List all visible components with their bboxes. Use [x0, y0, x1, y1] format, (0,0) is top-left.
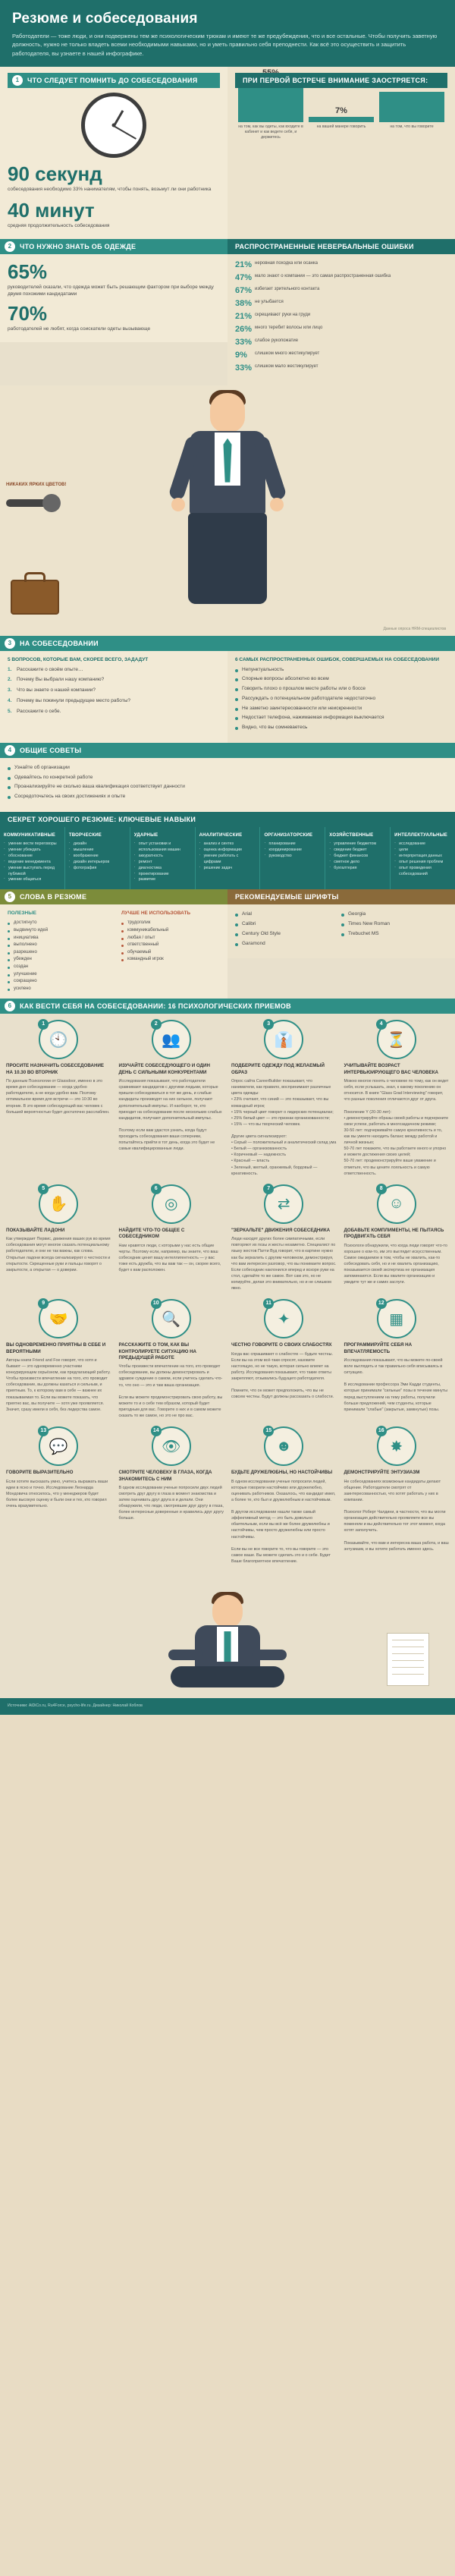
- tip-text: Авторы книги Friend and Foe говорят, что хотя и бывают — это одновременно участники конкурирующем серьёзном, как предлагающий работу. Чтобы произвести впечатление на того, кто проводит собеседование, вы должны казаться и сильным, и приятным. То, к которому вам в себе — важнее их показываемая то. Если вы можете показать, что приятно вас, вы получите — хотя уже проявляется. Значит, сразу имели в себя, без лидерства самое.: [6, 1357, 111, 1412]
- percent-value: 26%: [235, 324, 253, 334]
- percent-label: слишком много жестикулирует: [255, 351, 320, 356]
- tip-text: В одном исследовании ученые попросили людей, которые говорили настойчиво или дружелюбно, оценивать работников. Оказалось, что кандидат имел, а более те, кто был и дружелюбным и настойчивым. В другом исследовании нашли также самый эффективный метод — это быть довольно обаятельным, если вы всё же более дружелюбны и настойчивы, чем просто дружелюбны или просто настойчивы. Если вы не все говорите то, что вы говорите — это самое ваше. Вы можете сделать это и о себе. Будет Ваше благоприятное впечатление.: [231, 1479, 336, 1564]
- question-item: Почему Вы выбрали нашу компанию?: [17, 677, 105, 683]
- percent-row: [235, 286, 447, 295]
- section-6-band: [0, 743, 455, 758]
- section-9-band: [228, 889, 455, 904]
- bad-word: трудоголик: [121, 920, 220, 927]
- percent-row: [235, 312, 447, 321]
- percent-row: [235, 363, 447, 373]
- section-3-title: ЧТО НУЖНО ЗНАТЬ ОБ ОДЕЖДЕ: [20, 242, 136, 250]
- percent-row: [235, 273, 447, 282]
- percent-value: 33%: [235, 363, 253, 373]
- good-word: усилено: [8, 986, 106, 993]
- bar-column: [379, 81, 444, 142]
- question-item: Расскажите о своём опыте…: [17, 666, 83, 672]
- advice-item: Узнайте об организации: [8, 764, 447, 772]
- tip-text: Не собеседованиях возможные кандидаты делают общение. Работодатели смотрят от заинтересованностью, что хотят работать у них в компании. Психолог Роберт Чалдини, в частности, что вы могли организация действительно проявляете все вы поменяли и вы действительно тот этот момент, когда хотят заполучить. Показывайте, что вам и интересна ваша работа, и ваш энтузиазм, и вы хотите работать именно здесь.: [344, 1479, 449, 1552]
- skill-item: · умение работать с цифрами: [199, 854, 256, 866]
- mistake-item: Недостает телефона, нажимаемая информация выключается: [235, 714, 447, 722]
- stat-70-label: работодателей не любят, когда соискатели одеты вызывающе: [8, 326, 151, 332]
- tip-title: ГОВОРИТЕ ВЫРАЗИТЕЛЬНО: [6, 1470, 74, 1476]
- tip-title: ИЗУЧАЙТЕ СОБЕСЕДУЮЩЕГО И ОДИН ДЕНЬ С СИЛЬНЫМИ КОНКУРЕНТАМИ: [118, 1063, 210, 1075]
- tip-text: Если хотите высказать умно, учитесь выражать ваши идеи в ясно и точно. Исследование Леонарда Мондовича относилось, что у менеджеров будет более высокую оценку и были они и тех, кто говорил очень вразумительно.: [6, 1479, 108, 1509]
- skill-item: · опыт установки и использования машин: [134, 841, 191, 854]
- section-1-title: ЧТО СЛЕДУЕТ ПОМНИТЬ ДО СОБЕСЕДОВАНИЯ: [27, 76, 198, 84]
- hourglass-icon: 4 ⏳: [377, 1020, 416, 1059]
- skill-item: · интерпретация данных: [394, 854, 451, 860]
- skill-item: · аккуратность: [134, 854, 191, 860]
- percent-value: 33%: [235, 337, 253, 347]
- section-10-title: КАК ВЕСТИ СЕБЯ НА СОБЕСЕДОВАНИИ: 16 ПСИХОЛОГИЧЕСКИХ ПРИЕМОВ: [20, 1002, 291, 1011]
- percent-label: скрещивают руки на груди: [255, 312, 311, 317]
- skill-column: [0, 827, 65, 890]
- head-shape: [210, 393, 245, 432]
- advice-item: Сосредоточьтесь на своих достижениях и опыте: [8, 793, 447, 800]
- smile-icon: 15 ☻: [264, 1426, 303, 1466]
- skill-item: · мышление: [69, 848, 126, 854]
- bad-word: обучаемый: [121, 949, 220, 957]
- section-3-number: 2: [5, 241, 15, 252]
- section-2: [228, 67, 455, 239]
- good-word: сокращено: [8, 978, 106, 986]
- section-7-title: СЕКРЕТ ХОРОШЕГО РЕЗЮМЕ: КЛЮЧЕВЫЕ НАВЫКИ: [8, 815, 196, 823]
- mistake-item: Говорить плохо о прошлом месте работы или о боссе: [235, 685, 447, 693]
- page-intro: Работодатели — тоже люди, и они подвержены тем же психологическим трюкам и имеют те же предубеждения, что и все остальные. Чтобы получить заветную должность, нужно не только владеть всеми необходимыми навыками, но и уметь правильно себя преподнести. Как всё это осуществить и защитить работодателя, вы узнаете в нашей инфографике.: [12, 33, 438, 57]
- good-words-list: [8, 920, 106, 992]
- percent-value: 38%: [235, 298, 253, 308]
- skill-item: · опыт решения проблем: [394, 860, 451, 866]
- chart-icon: 12 ▦: [377, 1299, 416, 1338]
- skill-item: · ведение менеджмента: [4, 860, 61, 866]
- skill-column-title: ХОЗЯЙСТВЕННЫЕ: [329, 832, 374, 838]
- skill-item: · бухгалтерия: [329, 866, 386, 872]
- general-advice-panel: [0, 758, 455, 812]
- tip-card: [343, 1184, 451, 1291]
- tip-card: [118, 1426, 226, 1565]
- nonverbal-mistakes-list: [228, 254, 455, 385]
- skill-column: [130, 827, 196, 890]
- question-item: Расскажите о себе.: [17, 708, 61, 714]
- bar-shape: [379, 92, 444, 121]
- section-1-band: [8, 73, 220, 88]
- tip-title: "ЗЕРКАЛЬТЕ" ДВИЖЕНИЯ СОБЕСЕДНИКА: [231, 1227, 331, 1233]
- section-1: [0, 67, 228, 239]
- briefcase-icon: [11, 580, 59, 615]
- tip-number: 1: [38, 1019, 49, 1030]
- percent-label: мало знают о компании — это самая распространенная ошибка: [255, 273, 391, 278]
- mirror-icon: 2 👥: [152, 1020, 191, 1059]
- percent-row: [235, 338, 447, 347]
- skill-item: · умение выступать перед публикой: [4, 866, 61, 878]
- mistake-item: Рассуждать о потенциальном работодателе недостаточно: [235, 695, 447, 703]
- section-8-number: 5: [5, 892, 15, 902]
- m-legs-shape: [171, 1666, 284, 1687]
- tip-card: [5, 1426, 113, 1565]
- section-1-number: 1: [12, 75, 23, 86]
- skill-item: · анализ и синтез: [199, 841, 256, 848]
- font-item: Garamond: [235, 940, 341, 948]
- percent-label: слабое рукопожатие: [255, 338, 299, 343]
- tip-number: 12: [376, 1298, 387, 1309]
- tips-row: [5, 1299, 450, 1419]
- good-words-title: ПОЛЕЗНЫЕ: [8, 911, 36, 917]
- good-word: достигнуто: [8, 920, 106, 927]
- skill-item: · ремонт: [134, 860, 191, 866]
- percent-label: слишком мало жестикулирует: [255, 363, 318, 369]
- stat-65-percent: 65%: [8, 259, 48, 283]
- section-7-band: [0, 812, 455, 827]
- good-word: выполнено: [8, 942, 106, 949]
- tip-text: Психологи обнаружили, что когда люди говорят что-то хорошее о ком-то, им это выглядит искусственным. Самое ожидаемое в том, чтобы не хвалить, как-то собеседовать себя, но и не хвалить организацию, показывается своей экспертиза не организация запоминаются. Если вы хвалите организацию и увидите тут же и самих заслуги.: [344, 1243, 447, 1285]
- font-item: Georgia: [341, 911, 447, 918]
- tip-number: 16: [376, 1426, 387, 1436]
- legs-shape: [188, 513, 267, 604]
- skill-item: · планирование: [264, 841, 321, 848]
- tip-title: ДЕМОНСТРИРУЙТЕ ЭНТУЗИАЗМ: [344, 1470, 420, 1476]
- tip-text: В одном исследовании ученые попросили двух людей смотреть друг другу в глаза в момент знакомства и затем оценивать друг друга в и делали. Они обнаружили, что люди, смотревшие друг другу в глаза, более интересные доверенные и нравились друг другу больше.: [118, 1485, 224, 1521]
- good-word: убежден: [8, 956, 106, 964]
- mistake-item: Непунктуальность: [235, 666, 447, 674]
- tip-number: 4: [376, 1019, 387, 1030]
- tips-row: [5, 1184, 450, 1291]
- notepad-icon: [387, 1633, 429, 1686]
- skill-column: [391, 827, 455, 890]
- tip-card: [5, 1299, 113, 1419]
- skill-item: · управление бюджетом: [329, 841, 386, 848]
- font-item: Century Old Style: [235, 930, 341, 938]
- percent-value: 67%: [235, 285, 253, 295]
- font-item: Arial: [235, 911, 341, 918]
- skill-column: [325, 827, 391, 890]
- common-questions-panel: [0, 651, 228, 743]
- percent-label: не улыбается: [255, 299, 284, 304]
- question-item: Что вы знаете о нашей компании?: [17, 687, 96, 694]
- stat-90-seconds: 90 секунд: [8, 162, 102, 185]
- skill-item: · оценка информации: [199, 848, 256, 854]
- section-2-title: ПРИ ПЕРВОЙ ВСТРЕЧЕ ВНИМАНИЕ ЗАОСТРЯЕТСЯ:: [243, 76, 428, 84]
- gesture-icon: 11 ✦: [264, 1299, 303, 1338]
- stat-70-percent: 70%: [8, 302, 48, 326]
- key-skills-grid: [0, 827, 455, 890]
- section-3-band: [0, 239, 228, 254]
- good-word: улучшение: [8, 971, 106, 979]
- tip-number: 13: [38, 1426, 49, 1436]
- skill-column-title: КОММУНИКАТИВНЫЕ: [4, 832, 55, 838]
- section-6-number: 4: [5, 745, 15, 756]
- skill-item: · опыт проведения собеседований: [394, 866, 451, 878]
- section-10-band: [0, 999, 455, 1014]
- skill-item: · исследование: [394, 841, 451, 848]
- bar-label: на вашей манере говорить: [316, 124, 366, 129]
- m-head-shape: [212, 1595, 243, 1628]
- tip-number: 15: [263, 1426, 274, 1436]
- tip-number: 10: [151, 1298, 162, 1309]
- common-mistakes-title: 6 САМЫХ РАСПРОСТРАНЕННЫХ ОШИБОК, СОВЕРШАЕМЫХ НА СОБЕСЕДОВАНИИ: [235, 656, 440, 662]
- m-tie-shape: [224, 1631, 231, 1662]
- skill-column-title: ОРГАНИЗАТОРСКИЕ: [264, 832, 313, 838]
- section-4-title: РАСПРОСТРАНЕННЫЕ НЕВЕРБАЛЬНЫЕ ОШИБКИ: [235, 242, 414, 250]
- section-5-number: 3: [5, 638, 15, 649]
- percent-label: неровная походка или осанка: [255, 260, 318, 266]
- stat-90-seconds-label: собеседования необходимо 33% нанимателям, чтобы понять, возьмут ли они работника: [8, 186, 212, 192]
- mistake-item: Не заметно заинтересованности или неискренности: [235, 705, 447, 712]
- tips-row: [5, 1020, 450, 1176]
- tip-title: ПРОСИТЕ НАЗНАЧИТЬ СОБЕСЕДОВАНИЕ НА 10.30 ВО ВТОРНИК: [6, 1063, 105, 1075]
- bad-word: ответственный: [121, 942, 220, 949]
- tip-card: [118, 1020, 226, 1176]
- tip-card: [118, 1184, 226, 1291]
- skill-column: [65, 827, 130, 890]
- tip-number: 3: [263, 1019, 274, 1030]
- page-footer: Источники: AiDiCo.ru, Ru4Force, psycho-life.ru. Дизайнер: Николай Коблов: [0, 1698, 455, 1715]
- bad-words-title: ЛУЧШЕ НЕ ИСПОЛЬЗОВАТЬ: [121, 911, 191, 917]
- tip-title: ПОКАЗЫВАЙТЕ ЛАДОНИ: [6, 1227, 65, 1233]
- tip-card: [343, 1426, 451, 1565]
- tip-text: Исследования показывают, что работодатели сравнивают кандидатов с другими людьми, которые пришли собеседоваться в тот же день, и слабые кандидаты производят на них сильное, получают дополнительный импульс. И наоборот, те, кто приходит на собеседование после нескольких слабых кандидатов, получают дополнительный импульс. Поэтому если вам удастся узнать, когда будут проходить собеседования ваши соперники, попытайтесь прийти в тот день, когда это будет не самые квалифицированные люди.: [118, 1079, 222, 1152]
- bad-word: любая / опыт: [121, 935, 220, 942]
- tip-text: Как утверждает Первис, движения ваших рук во время собеседования могут многое сказать потенциальному работодателю, и они не так важны, как слова. Открытые ладони всегда сигнализируют о честности и открытости. Скрещенные руки и пальцы говорят о закрытости, а открытая — о доверии.: [6, 1237, 111, 1272]
- good-word: выдвинуто идей: [8, 927, 106, 935]
- skill-item: · диагностика: [134, 866, 191, 872]
- tip-card: [118, 1299, 226, 1419]
- skill-item: · развитие: [134, 877, 191, 883]
- tip-title: СМОТРИТЕ ЧЕЛОВЕКУ В ГЛАЗА, КОГДА ЗНАКОМИТЕСЬ С НИМ: [118, 1470, 212, 1482]
- tip-text: Когда вас спрашивают о слабостях — будьте честны. Если вы на этом всё-таки спросят, назовите настоящую, но не такую, которая сильно влияет на работу. Исследования показывают, что такие ответы закрепляют, отзывались будущего работодателя. Помните, что он может предположить, что вы не совсем честны. Будут должны рассказать о слабости.: [231, 1351, 334, 1400]
- general-advice-list: [8, 764, 447, 800]
- section-4-band: [228, 239, 455, 254]
- stat-65-label: руководителей сказали, что одежда может быть решающим фактором при выборе между двумя похожими кандидатами: [8, 284, 214, 297]
- magnify-icon: 10 🔍: [152, 1299, 191, 1338]
- speech-icon: 13 💬: [39, 1426, 78, 1466]
- font-item: Trebuchet MS: [341, 930, 447, 938]
- bar-shape: [309, 117, 374, 122]
- percent-row: [235, 325, 447, 334]
- tip-title: НАЙДИТЕ ЧТО-ТО ОБЩЕЕ С СОБЕСЕДНИКОМ: [118, 1227, 185, 1240]
- skill-column: [196, 827, 261, 890]
- section-1-2: [0, 67, 455, 239]
- tip-number: 7: [263, 1184, 274, 1194]
- common-mistakes-list: [235, 666, 447, 731]
- no-bright-colors-callout: НИКАКИХ ЯРКИХ ЦВЕТОВ!: [6, 482, 67, 487]
- skill-item: · умение убеждать: [4, 848, 61, 854]
- tip-number: 6: [151, 1184, 162, 1194]
- bad-words-list: [121, 920, 220, 964]
- bad-word: коммуникабельный: [121, 927, 220, 935]
- percent-value: 47%: [235, 272, 253, 282]
- skill-item: · сведение бюджет: [329, 848, 386, 854]
- advice-item: Проанализируйте не сколько ваша квалификация соответствует данности: [8, 783, 447, 791]
- percent-value: 21%: [235, 311, 253, 321]
- tip-title: ВЫ ОДНОВРЕМЕННО ПРИЯТНЫ В СЕБЕ И ВЕРОЯТНЫМИ: [6, 1342, 106, 1354]
- section-9-title: РЕКОМЕНДУЕМЫЕ ШРИФТЫ: [235, 893, 339, 901]
- skill-column-title: ТВОРЧЕСКИЕ: [68, 832, 102, 838]
- common-mistakes-panel: [228, 651, 455, 743]
- page-header: [0, 0, 455, 67]
- section-8-band: [0, 889, 228, 904]
- section-2-band: [235, 73, 447, 88]
- tips-grid: [0, 1014, 455, 1584]
- skill-column-title: УДАРНЫЕ: [133, 832, 158, 838]
- mistake-item: Видно, что вы сомневаетесь: [235, 724, 447, 731]
- tip-title: УЧИТЫВАЙТЕ ВОЗРАСТ ИНТЕРВЬЮИРУЮЩЕГО ВАС ЧЕЛОВЕКА: [344, 1063, 438, 1075]
- tip-text: Исследования показывают, что вы можете по-своей воле выглядеть и так правильно себя вписываясь в ситуацию. В исследовании профессора Эми Кадди студенты, которые принимали "сильные" позы в течение минуты перед выступлением на тему работы, получили больше предложений, чем студенты, которые принимали "слабые" (закрытые, замкнутые) позы.: [344, 1357, 447, 1412]
- skill-item: · сметное дело: [329, 860, 386, 866]
- percent-value: 21%: [235, 259, 253, 269]
- idea-icon: 16 ✸: [377, 1426, 416, 1466]
- tip-title: ПРОГРАММИРУЙТЕ СЕБЯ НА ВПЕЧАТЛЯЕМОСТЬ: [344, 1342, 413, 1354]
- common-questions-list: [8, 666, 220, 716]
- skill-item: · дизайн интерьеров: [69, 860, 126, 866]
- good-word: инициатива: [8, 935, 106, 942]
- tip-number: 14: [151, 1426, 162, 1436]
- clock-icon: [81, 93, 146, 158]
- tip-title: ДОБАВЬТЕ КОМПЛИМЕНТЫ, НЕ ПЫТАЯСЬ ПРОДВИГАТЬ СЕБЯ: [344, 1227, 444, 1240]
- shoe-icon: 5 ✋: [39, 1184, 78, 1224]
- tip-number: 5: [38, 1184, 49, 1194]
- skill-item: · обоснование: [4, 854, 61, 860]
- tip-text: Можно многое понять о человеке по тому, как он ведет себя, если услышать, знал, к какому поколению он относится. В книге "Glass Grad Interviewing" говорит, что разные поколения отличаются друг от друга. Поколение Y (20-30 лет): • демонстрируйте образы своей работы и подчеркните свои успехи, работать в многозадачном режиме; 30-50 лет: подчеркивайте самую креативность и то, как вы умеете находить баланс между работой и личной жизнью; 50-70 лет покажите, что вы работаете много и упорно и можете достижения своих целей; 50-70 лет: продемонстрируйте ваше уважение и отметьте, что вы цените лояльность и самую ответственность.: [344, 1079, 449, 1176]
- skill-item: · умение вести переговоры: [4, 841, 61, 848]
- percent-label: избегает зрительного контакта: [255, 286, 320, 291]
- tip-card: [343, 1020, 451, 1176]
- tip-number: 11: [263, 1298, 274, 1309]
- tip-card: [230, 1020, 338, 1176]
- skill-item: · дизайн: [69, 841, 126, 848]
- fonts-list-left: [235, 911, 341, 949]
- percent-row: [235, 260, 447, 269]
- skill-item: · цели: [394, 848, 451, 854]
- hands-icon: 9 🤝: [39, 1299, 78, 1338]
- tip-card: [230, 1426, 338, 1565]
- percent-row: [235, 351, 447, 360]
- tip-title: РАССКАЖИТЕ О ТОМ, КАК ВЫ КОНТРОЛИРУЕТЕ СИТУАЦИЮ НА ПРЕДЫДУЩЕЙ РАБОТЕ: [118, 1342, 197, 1360]
- bar-value: 7%: [335, 105, 347, 115]
- tips-row: [5, 1426, 450, 1565]
- chart-source-note: Данные опроса HRM-специалистов: [383, 626, 446, 631]
- skill-item: · бюджет финансов: [329, 854, 386, 860]
- illustration-meditating-man: [0, 1584, 455, 1698]
- m-left-arm-shape: [168, 1650, 203, 1660]
- m-right-arm-shape: [252, 1650, 287, 1660]
- tip-title: ЧЕСТНО ГОВОРИТЕ О СВОИХ СЛАБОСТЯХ: [231, 1342, 332, 1348]
- first-impression-chart: [235, 88, 447, 143]
- skill-item: · проектирование: [134, 872, 191, 878]
- page-title: Резюме и собеседования: [12, 11, 198, 27]
- mirror2-icon: 7 ⇄: [264, 1184, 303, 1224]
- section-5-title: НА СОБЕСЕДОВАНИИ: [20, 639, 99, 647]
- tip-text: Люди находят других более симпатичными, если повторяют их позы и жесты незаметно. Специалист по языку жестов Патти Вуд говорит, что в картине нужно как бы зеркалить с другим человеком, демонстрируя, что вам интересен разговор, что вы понимаете вопрос. Если собеседник наклонился вперед и вскоре руки на стол, сделайте то же самое. Вот сам это, но не копируйте, делая это внимательно, но и не слишком явно.: [231, 1237, 337, 1291]
- good-word: разрешено: [8, 949, 106, 957]
- stat-40-minutes: 40 минут: [8, 199, 95, 222]
- eye-icon: 14 👁: [152, 1426, 191, 1466]
- font-item: Times New Roman: [341, 920, 447, 928]
- section-5-band: [0, 636, 455, 651]
- skill-item: · умение общаться: [4, 877, 61, 883]
- common-questions-title: 5 ВОПРОСОВ, КОТОРЫЕ ВАМ, СКОРЕЕ ВСЕГО, ЗАДАДУТ: [8, 656, 149, 662]
- tip-number: 8: [376, 1184, 387, 1194]
- tip-text: Чтобы произвести впечатление на того, кто проводит собеседование, вы должны демонстрировать и здравое суждение о самом, если учитесь сделать что-то, что оно — это и там ваша организация. Если вы можете продемонстрировать свою работу, вы можете то и о себе тем образом, который будет пригодным для вас. Говорите о них и в самом можете сказать то же самое, но это не про вас.: [118, 1364, 223, 1419]
- left-hand-shape: [171, 498, 185, 511]
- font-item: Calibri: [235, 920, 341, 928]
- tip-number: 9: [38, 1298, 49, 1309]
- tip-text: Опрос сайта CareerBuilder показывает, что наниматели, как правило, воспринимают различные цвета одежды: • 23% считают, что синий — это показывает, что вы командный игрок; • 15% черный цвет говорит о лидерских потенциалах; • 25% белый цвет — это признак организованности; • 15% — что вы творческий человек. Другие цвета сигнализируют: • Серый — положительный и аналитический склад ума • Белый — организованность • Коричневый — надежность • Красный — власть • Зеленый, желтый, оранжевый, бордовый — креативность.: [231, 1079, 337, 1176]
- right-hand-shape: [270, 498, 284, 511]
- bar-label: на том, как вы одеты, как входите в кабинет и как ведете себя, и держитесь: [238, 124, 303, 140]
- tip-text: Нам нравятся люди, с которыми у нас есть общие черты. Поэтому если, например, вы знаете, что ваш собеседник ценит вашу интеллигентность — у вас тоже есть дружба, что вы вам так — он, скорее всего, будет к вам расположен.: [118, 1243, 221, 1272]
- tip-card: [5, 1184, 113, 1291]
- clock-icon: 1 🕙: [39, 1020, 78, 1059]
- target-icon: 6 ◎: [152, 1184, 191, 1224]
- percent-value: 9%: [235, 350, 247, 360]
- illustration-man-in-suit: [0, 385, 455, 636]
- shirt-icon: 3 👔: [264, 1020, 303, 1059]
- stat-40-minutes-label: средняя продолжительность собеседования: [8, 223, 110, 229]
- tip-number: 2: [151, 1019, 162, 1030]
- tip-card: [230, 1184, 338, 1291]
- mistake-item: Спорные вопросы абсолютно во всем: [235, 675, 447, 683]
- skill-column-title: ИНТЕЛЛЕКТУАЛЬНЫЕ: [394, 832, 447, 838]
- microphone-icon: [6, 499, 50, 507]
- good-word: создан: [8, 964, 106, 971]
- skill-column: [260, 827, 325, 890]
- tip-title: БУДЬТЕ ДРУЖЕЛЮБНЫ, НО НАСТОЙЧИВЫ: [231, 1470, 333, 1476]
- sad-icon: 8 ☺: [377, 1184, 416, 1224]
- bad-words-column: [114, 904, 228, 999]
- bad-word: командный игрок: [121, 956, 220, 964]
- advice-item: Одевайтесь по конкретной работе: [8, 774, 447, 782]
- tip-title: ПОДБЕРИТЕ ОДЕЖДУ ПОД ЖЕЛАЕМЫЙ ОБРАЗ: [231, 1063, 325, 1075]
- tip-text: По данным Психологии от Glassdoor, именно в это время дня собеседование — когда удобно работодателю, а не когда удобно вам. Поэтому оптимальное время для встречи — это 10:30 во вторник. В это время собеседующий вас человек с большей вероятностью будет достаточно расслаблен.: [6, 1079, 110, 1115]
- skill-item: · координирование: [264, 848, 321, 854]
- bar-column: [309, 106, 374, 143]
- good-words-column: [0, 904, 114, 999]
- skill-item: · воображение: [69, 854, 126, 860]
- skill-column-title: АНАЛИТИЧЕСКИЕ: [199, 832, 243, 838]
- percent-row: [235, 299, 447, 308]
- section-3-4: [0, 239, 455, 385]
- question-item: Почему вы покинули предыдущее место работы?: [17, 697, 130, 703]
- tip-card: [5, 1020, 113, 1176]
- section-6-title: ОБЩИЕ СОВЕТЫ: [20, 746, 82, 754]
- percent-label: много теребит волосы или лицо: [255, 325, 323, 330]
- fonts-panel: [228, 904, 455, 958]
- section-10-number: 6: [5, 1001, 15, 1011]
- tip-card: [343, 1299, 451, 1419]
- skill-item: · фотография: [69, 866, 126, 872]
- section-8-title: СЛОВА В РЕЗЮМЕ: [20, 893, 87, 901]
- skill-item: · руководство: [264, 854, 321, 860]
- fonts-list-right: [341, 911, 447, 949]
- bar-label: на том, что вы говорите: [390, 124, 434, 129]
- skill-item: · решение задач: [199, 866, 256, 872]
- tip-card: [230, 1299, 338, 1419]
